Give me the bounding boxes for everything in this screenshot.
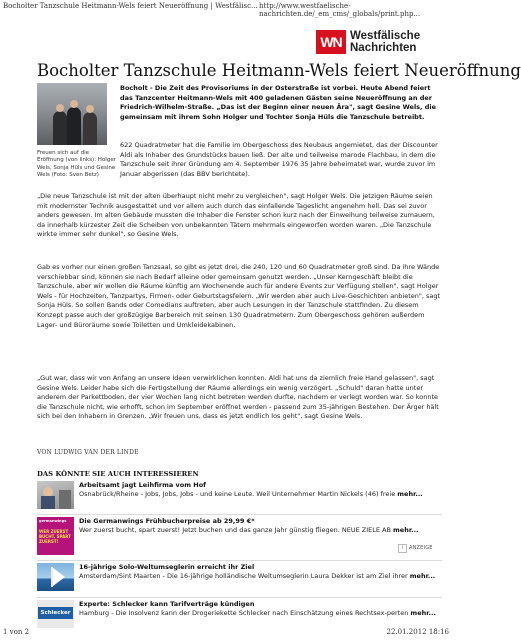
related-thumbnail bbox=[37, 481, 74, 509]
related-desc: Hamburg - Die Insolvenz kann der Drogeriekette Schlecker nach Einschätzung eines Rechtsex-perten mehr... bbox=[79, 609, 436, 617]
brand-logo bbox=[316, 30, 448, 58]
divider bbox=[37, 597, 442, 598]
print-header-url: http://www.westfaelische-nachrichten.de/_em_cms/_globals/print.php... bbox=[259, 2, 421, 18]
ad-thumb-brand: germanwings bbox=[39, 519, 67, 523]
related-more-link[interactable]: mehr... bbox=[409, 572, 436, 580]
related-heading: DAS KÖNNTE SIE AUCH INTERESSIEREN bbox=[37, 470, 199, 478]
related-desc: Osnabrück/Rheine - Jobs, Jobs, Jobs - und keine Leute. Weil Unternehmer Martin Nickels (46) freie mehr... bbox=[79, 490, 423, 498]
related-item[interactable] bbox=[37, 600, 442, 630]
related-item[interactable] bbox=[37, 563, 442, 593]
related-more-link[interactable]: mehr... bbox=[397, 490, 423, 498]
related-thumbnail bbox=[37, 563, 74, 591]
divider bbox=[37, 560, 442, 561]
photo-figure-head bbox=[86, 105, 94, 113]
article-lead: Bocholt - Die Zeit des Provisoriums in der Osterstraße ist vorbei. Heute Abend feiert das Tanzcenter Heitmann-Wels mit 400 geladenen Gästen seine Neueröffnung an der Friedrich-Wilhelm-Straße. „Das ist der Beginn einer neuen Ära", sagt Gesine Wels, die gemeinsam mit ihrem Sohn Holger und Tochter Sonja Hüls die Tanzschule betreibt. bbox=[120, 84, 437, 121]
article-author: VON LUDWIG VAN DER LINDE bbox=[37, 449, 139, 456]
ad-info-icon[interactable]: i bbox=[398, 544, 407, 553]
photo-caption: Freuen sich auf die Eröffnung (von links): Holger Wels, Sonja Hüls und Gesine Wels (Foto: Sven Betz) bbox=[37, 150, 116, 178]
print-page-number: 1 von 2 bbox=[3, 628, 30, 636]
photo-figure bbox=[67, 107, 81, 145]
related-item-ad[interactable] bbox=[37, 517, 442, 557]
article-paragraph: „Gut war, dass wir von Anfang an unsere Ideen verwirklichen konnten. Aldi hat uns da ziemlich freie Hand gelassen", sagt Gesine Wels. Leider habe sich die Fertigstellung der Räume allerdings ein wenig verzögert. „Schuld" daran hatte unter anderem der Parkettboden, der vier Wochen lang nicht betreten werden durfte, nachdem er verlegt worden war. So konnte die Tanzschule nicht, wie erhofft, schon im September eröffnet werden - passend zum 35-jährigen Bestehen. Der Ärger hält sich bei den Inhabern in Grenzen. „Wir freuen uns, dass es jetzt endlich los geht", sagt Gesine Wels. bbox=[37, 374, 439, 421]
related-text bbox=[79, 517, 441, 535]
photo-figure-head bbox=[70, 100, 78, 108]
related-title: Experte: Schlecker kann Tarifverträge kündigen bbox=[79, 600, 255, 608]
brand-name-line1: Westfälische bbox=[350, 30, 421, 42]
article-photo bbox=[37, 83, 107, 145]
article-paragraph: 622 Quadratmeter hat die Familie im Obergeschoss des Neubaus angemietet, das der Discounter Aldi als Inhaber des Grundstücks bauen ließ. Der alte und teilweise marode Flachbau, in dem die Tanzschule seit ihrer Gründung am 4. September 1976 35 Jahre beheimatet war, wurde zuvor im Januar abgerissen (das BBV berichtete). bbox=[120, 141, 438, 178]
schlecker-logo: Schlecker bbox=[38, 607, 73, 619]
article-headline: Bocholter Tanzschule Heitmann-Wels feiert Neueröffnung bbox=[37, 61, 521, 80]
ad-thumb-text: WER ZUERST BUCHT, SPART ZUERST! bbox=[39, 529, 71, 544]
related-desc: Wer zuerst bucht, spart zuerst! Jetzt buchen und das ganze Jahr günstig fliegen. NEUE ZIELE AB mehr... bbox=[79, 526, 419, 534]
related-more-link[interactable]: mehr... bbox=[410, 609, 436, 617]
related-text bbox=[79, 563, 441, 581]
related-text bbox=[79, 481, 441, 499]
related-text bbox=[79, 600, 441, 618]
related-thumbnail bbox=[37, 600, 74, 628]
related-item[interactable] bbox=[37, 481, 442, 511]
article-paragraph: Gab es vorher nur einen großen Tanzsaal, so gibt es jetzt drei, die 240, 120 und 60 Quadratmeter groß sind. Da ihre Wände verschiebbar sind, können sie nach Bedarf alleine oder gemeinsam genutzt werden. „Unser Kerngeschäft bleibt die Tanzschule, aber wir wollen die Räume künftig am Wochenende auch für andere Events zur Verfügung stellen", sagt Holger Wels - für Hochzeiten, Tanzpartys, Firmen- oder Geburtstagsfeiern. „Wir werden aber auch Live-Geschichten anbieten", sagt Sonja Hüls. So sollen Bands oder Comedians auftreten, aber auch Lesungen in der Tanzschule stattfinden. Zu diesem Konzept passe auch der großzügige Barbereich mit seinen 130 Quadratmetern. Zum Obergeschoss gehören außerdem Lager- und Büroräume sowie Toiletten und Umkleidekabinen. bbox=[37, 263, 441, 329]
print-header bbox=[3, 2, 449, 18]
ad-thumbnail bbox=[37, 517, 74, 555]
divider bbox=[37, 514, 442, 515]
brand-name bbox=[350, 30, 446, 54]
related-more-link[interactable]: mehr... bbox=[393, 526, 419, 534]
wn-logo-icon: WN bbox=[316, 30, 346, 54]
related-desc: Amsterdam/Sint Maarten - Die 16-jährige holländische Weltumseglerin Laura Dekker ist am Ziel ihrer mehr... bbox=[79, 572, 436, 580]
photo-figure bbox=[83, 112, 97, 145]
related-title: Die Germanwings Frühbucherpreise ab 29,99 €* bbox=[79, 517, 255, 525]
print-header-title: Bocholter Tanzschule Heitmann-Wels feiert Neueröffnung | Westfälisc... bbox=[3, 2, 258, 10]
article-paragraph: „Die neue Tanzschule ist mit der alten überhaupt nicht mehr zu vergleichen", sagt Holger Wels. Die jetzigen Räume seien mit modernster Technik ausgestattet und vor allem auch durch das einfallende Tageslicht angenehm hell. Das sei zuvor anders gewesen. Im alten Gebäude mussten die Inhaber die Fenster schon kurz nach der Einweihung teilweise zumauern, da innerhalb kürzester Zeit die Scheiben von unbekannten Tätern mehrmals eingeworfen worden waren. „Die Tanzschule wirkte immer sehr dunkel", so Gesine Wels. bbox=[37, 192, 435, 239]
related-title: Arbeitsamt jagt Leihfirma vom Hof bbox=[79, 481, 206, 489]
brand-name-line2: Nachrichten bbox=[350, 42, 417, 54]
print-footer bbox=[3, 628, 449, 638]
photo-figure-head bbox=[56, 104, 64, 112]
related-title: 16-jährige Solo-Weltumseglerin erreicht ihr Ziel bbox=[79, 563, 255, 571]
print-datetime: 22.01.2012 18:16 bbox=[386, 628, 449, 636]
photo-figure bbox=[53, 111, 67, 145]
ad-label: ANZEIGE bbox=[409, 545, 433, 551]
